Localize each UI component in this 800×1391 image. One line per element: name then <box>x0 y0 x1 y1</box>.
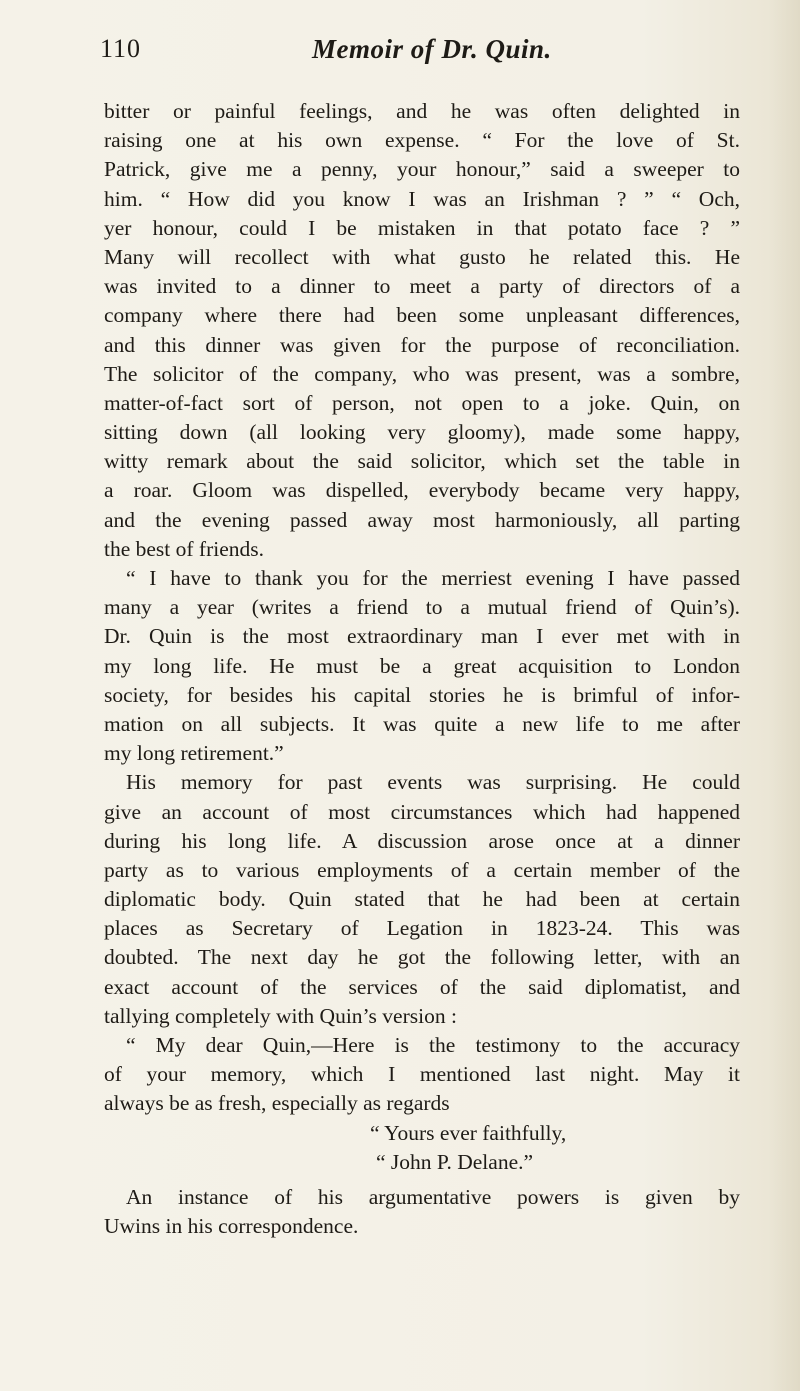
letter-line: “ My dear Quin,—Here is the testimony to the accuracy <box>126 1033 740 1057</box>
text-line: sitting down (all looking very gloomy), made some happy, <box>104 420 740 445</box>
text-line: bitter or painful feelings, and he was often delighted in <box>104 99 740 123</box>
page-number: 110 <box>100 34 142 63</box>
text-line: His memory for past events was surprising. He could <box>126 770 740 795</box>
text-line: a roar. Gloom was dispelled, everybody became very happy, <box>104 478 740 503</box>
text-line: Patrick, give me a penny, your honour,” said a sweeper to <box>104 157 740 182</box>
text-line: The solicitor of the company, who was present, was a sombre, <box>104 361 740 386</box>
text-line: Many will recollect with what gusto he related this. He <box>104 244 740 269</box>
text-line: An instance of his argumentative powers is given by <box>126 1184 740 1209</box>
text-line: exact account of the services of the said diplomatist, and <box>104 974 740 999</box>
text-line: the best of friends. <box>104 536 265 561</box>
text-line: was invited to a dinner to meet a party of directors of a <box>104 274 740 299</box>
text-line: tallying completely with Quin’s version : <box>104 1003 457 1028</box>
text-line: “ I have to thank you for the merriest evening I have passed <box>126 566 740 590</box>
letter-line: always be as fresh, especially as regards <box>104 1091 450 1116</box>
text-line: yer honour, could I be mistaken in that potato face ? ” <box>104 215 740 240</box>
text-line: raising one at his own expense. “ For the love of St. <box>104 128 740 153</box>
running-title: Memoir of Dr. Quin. <box>312 34 552 64</box>
page-header <box>100 34 740 74</box>
text-line: during his long life. A discussion arose once at a dinner <box>104 828 740 853</box>
body-text <box>104 97 740 1241</box>
letter-line: of your memory, which I mentioned last night. May it <box>104 1062 740 1087</box>
text-line: Dr. Quin is the most extraordinary man I ever met with in <box>104 624 740 649</box>
text-line: diplomatic body. Quin stated that he had been at certain <box>104 887 740 912</box>
text-line: company where there had been some unpleasant differences, <box>104 303 740 328</box>
text-line: him. “ How did you know I was an Irishman ? ” “ Och, <box>104 186 740 211</box>
text-line: mation on all subjects. It was quite a new life to me after <box>104 711 740 736</box>
text-line: my long retirement.” <box>104 741 284 766</box>
text-line: my long life. He must be a great acquisition to London <box>104 653 740 678</box>
text-line: witty remark about the said solicitor, which set the table in <box>104 449 740 474</box>
text-line: and the evening passed away most harmoniously, all parting <box>104 507 740 532</box>
letter-signature: “ John P. Delane.” <box>376 1149 534 1174</box>
letter-closing: “ Yours ever faithfully, <box>370 1120 567 1145</box>
text-line: places as Secretary of Legation in 1823-24. This was <box>104 916 740 941</box>
text-line: Uwins in his correspondence. <box>104 1214 359 1239</box>
text-line: matter-of-fact sort of person, not open to a joke. Quin, on <box>104 390 740 415</box>
text-line: many a year (writes a friend to a mutual friend of Quin’s). <box>104 595 740 620</box>
text-line: and this dinner was given for the purpose of reconciliation. <box>104 332 740 357</box>
text-line: give an account of most circumstances which had happened <box>104 799 740 824</box>
text-line: doubted. The next day he got the following letter, with an <box>104 945 740 970</box>
text-line: society, for besides his capital stories he is brimful of infor- <box>104 682 740 707</box>
text-line: party as to various employments of a certain member of the <box>104 857 740 882</box>
